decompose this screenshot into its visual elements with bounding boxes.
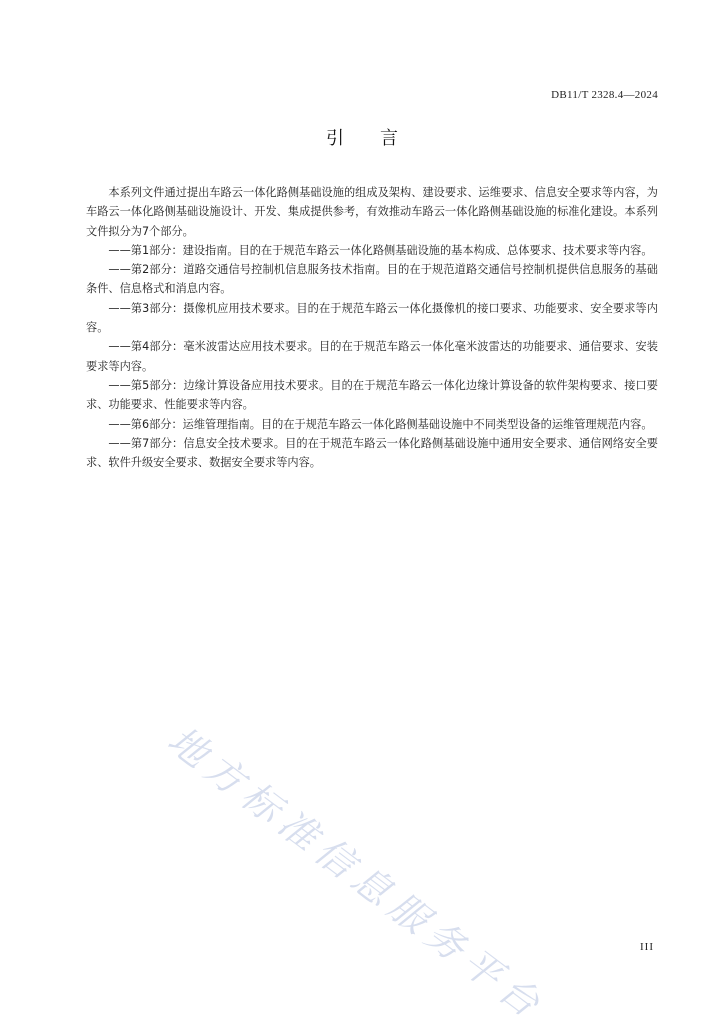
body-text: [86, 183, 658, 472]
part-1-paragraph: ——第1部分：建设指南。目的在于规范车路云一体化路侧基础设施的基本构成、总体要求、技术要求等内容。: [108, 243, 653, 257]
part-7-paragraph: ——第7部分：信息安全技术要求。目的在于规范车路云一体化路侧基础设施中通用安全要求、通信网络安全要求、软件升级安全要求、数据安全要求等内容。: [86, 436, 658, 470]
watermark: 地方标准信息服务平台: [159, 717, 554, 1030]
part-3-paragraph: ——第3部分：摄像机应用技术要求。目的在于规范车路云一体化摄像机的接口要求、功能要求、安全要求等内容。: [86, 301, 658, 335]
intro-paragraph: 本系列文件通过提出车路云一体化路侧基础设施的组成及架构、建设要求、运维要求、信息安全要求等内容，为车路云一体化路侧基础设施设计、开发、集成提供参考，有效推动车路云一体化路侧基础设施的标准化建设。本系列文件拟分为7个部分。: [86, 186, 658, 238]
page-number: III: [640, 941, 654, 953]
part-4-paragraph: ——第4部分：毫米波雷达应用技术要求。目的在于规范车路云一体化毫米波雷达的功能要求、通信要求、安装要求等内容。: [86, 340, 658, 373]
part-6-paragraph: ——第6部分：运维管理指南。目的在于规范车路云一体化路侧基础设施中不同类型设备的运维管理规范内容。: [108, 417, 653, 431]
page-title: 引言: [326, 128, 434, 149]
document-code: DB11/T 2328.4—2024: [551, 89, 658, 101]
part-5-paragraph: ——第5部分：边缘计算设备应用技术要求。目的在于规范车路云一体化边缘计算设备的软件架构要求、接口要求、功能要求、性能要求等内容。: [86, 378, 658, 412]
part-2-paragraph: ——第2部分：道路交通信号控制机信息服务技术指南。目的在于规范道路交通信号控制机提供信息服务的基础条件、信息格式和消息内容。: [86, 263, 658, 296]
